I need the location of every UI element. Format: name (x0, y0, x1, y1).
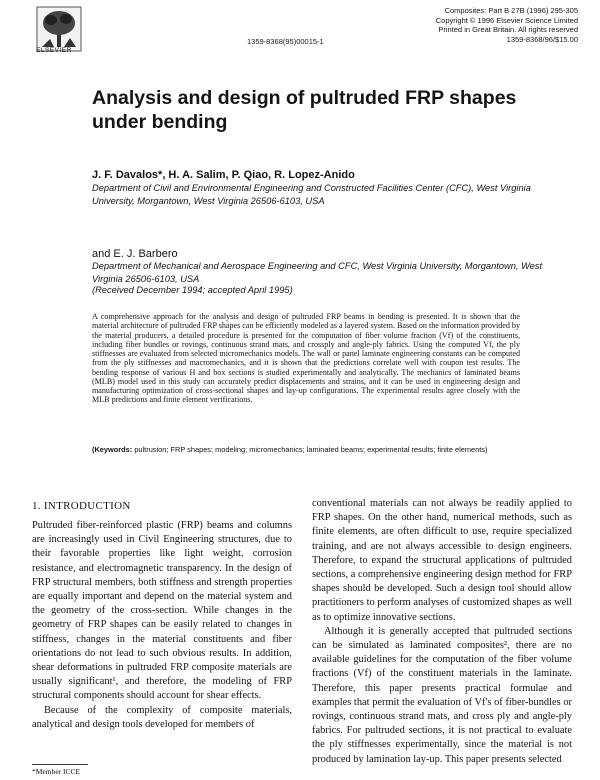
footnote: *Member ICCE (32, 767, 81, 776)
affiliation-civil: Department of Civil and Environmental Engineering and Constructed Facilities Center (CFC), West Virginia University, Morgantown, West Virginia 26506-6103, USA (92, 183, 531, 206)
paragraph: Pultruded fiber-reinforced plastic (FRP) beams and columns are increasingly used in Civil Engineering structures, due to their favorable properties like light weight, corrosion resistance, and electromagnetic transparency. In the design of FRP structural members, both stiffness and strength properties are equally important and depend on the material system and the geometry of the cross-section. While changes in the geometry of FRP shapes can be easily related to changes in stiffness, changes in the material constituents and fiber orientations do not lead to such obvious results. In addition, shear deformations in pultruded FRP composite materials are usually significant¹, and therefore, the modeling of FRP structural components should account for shear effects. (32, 520, 292, 702)
author-list-2: and E. J. Barbero (92, 248, 178, 260)
left-column (32, 519, 292, 732)
keywords-text: pultrusion; FRP shapes; modeling; micromechanics; laminated beams; experimental results; finite elements) (134, 445, 488, 454)
publisher-name: ELSEVIER (36, 47, 72, 54)
printed-line: Printed in Great Britain. All rights reserved (438, 25, 578, 34)
keywords (92, 445, 532, 454)
journal-info (436, 6, 578, 44)
price-code: 1359-8368/96/$15.00 (506, 34, 578, 44)
received-date: (Received December 1994; accepted April 1995) (92, 285, 293, 295)
right-column (312, 497, 572, 767)
copyright-line: Copyright © 1996 Elsevier Science Limited (435, 15, 578, 25)
section-heading-introduction: 1. INTRODUCTION (32, 500, 131, 512)
elsevier-tree-logo-icon (36, 6, 82, 52)
paragraph: Although it is generally accepted that pultruded sections can be simulated as laminated composites², there are no available guidelines for the computation of the fiber volume fractions (Vf) of the constituent materials in the laminate. Therefore, this paper presents practical formulae and examples that permit the evaluation of Vf's of fiber-bundles or rovings, continuous strand mats, and cross ply and angle-ply fabrics. For pultruded sections, it is not practical to evaluate the ply stiffnesses experimentally, since the material is not produced by lamination lay-up. This paper presents selected (312, 625, 572, 765)
keywords-label: (Keywords: (92, 445, 133, 454)
footnote-divider (32, 764, 88, 765)
journal-citation: Composites: Part B 27B (1996) 295-305 (444, 6, 578, 15)
paragraph: Because of the complexity of composite materials, analytical and design tools developed for members of (32, 704, 292, 730)
affiliation-mechanical: Department of Mechanical and Aerospace Engineering and CFC, West Virginia University, Morgantown, West Virginia 26506-6103, USA (92, 261, 543, 284)
author-list: J. F. Davalos*, H. A. Salim, P. Qiao, R. Lopez-Anido (92, 169, 355, 181)
paragraph: conventional materials can not always be readily applied to FRP shapes. On the other hand, numerical methods, such as finite elements, are often difficult to use, require specialized training, and are not always accessible to design engineers. Therefore, to expand the structural applications of pultruded sections, a comprehensive engineering design method for FRP shapes should be developed. Such a design tool should allow practitioners to perform analyses of customized shapes as well as to optimize innovative sections. (312, 498, 572, 623)
abstract: A comprehensive approach for the analysis and design of pultruded FRP beams in bending is presented. It is shown that the material architecture of pultruded FRP shapes can be efficiently modeled as a layered system. Based on the information provided by the material producers, a detailed procedure is presented for the computation of fiber volume fraction (Vf) of the constituents, including fiber bundles or rovings, continuous strand mats, and crossply and angle-ply fabrics. Using the computed Vf, the ply stiffnesses are evaluated from selected micromechanics models. The wall or panel laminate engineering constants can be computed from the ply stiffnesses and macromechanics, and it is shown that the predictions correlate well with coupon test results. The bending response of various H and box sections is studied experimentally and analytically. The mechanics of laminated beams (MLB) model used in this study can accurately predict displacements and strains, and it can be used in engineering design and manufacturing optimization of cross-sectional shapes and lay-up configurations. The experimental results agree closely with the MLB predictions and finite element verifications. (92, 312, 520, 405)
issn-code: 1359-8368(95)00015-1 (247, 37, 324, 46)
article-title: Analysis and design of pultruded FRP shapes under bending (92, 87, 517, 133)
